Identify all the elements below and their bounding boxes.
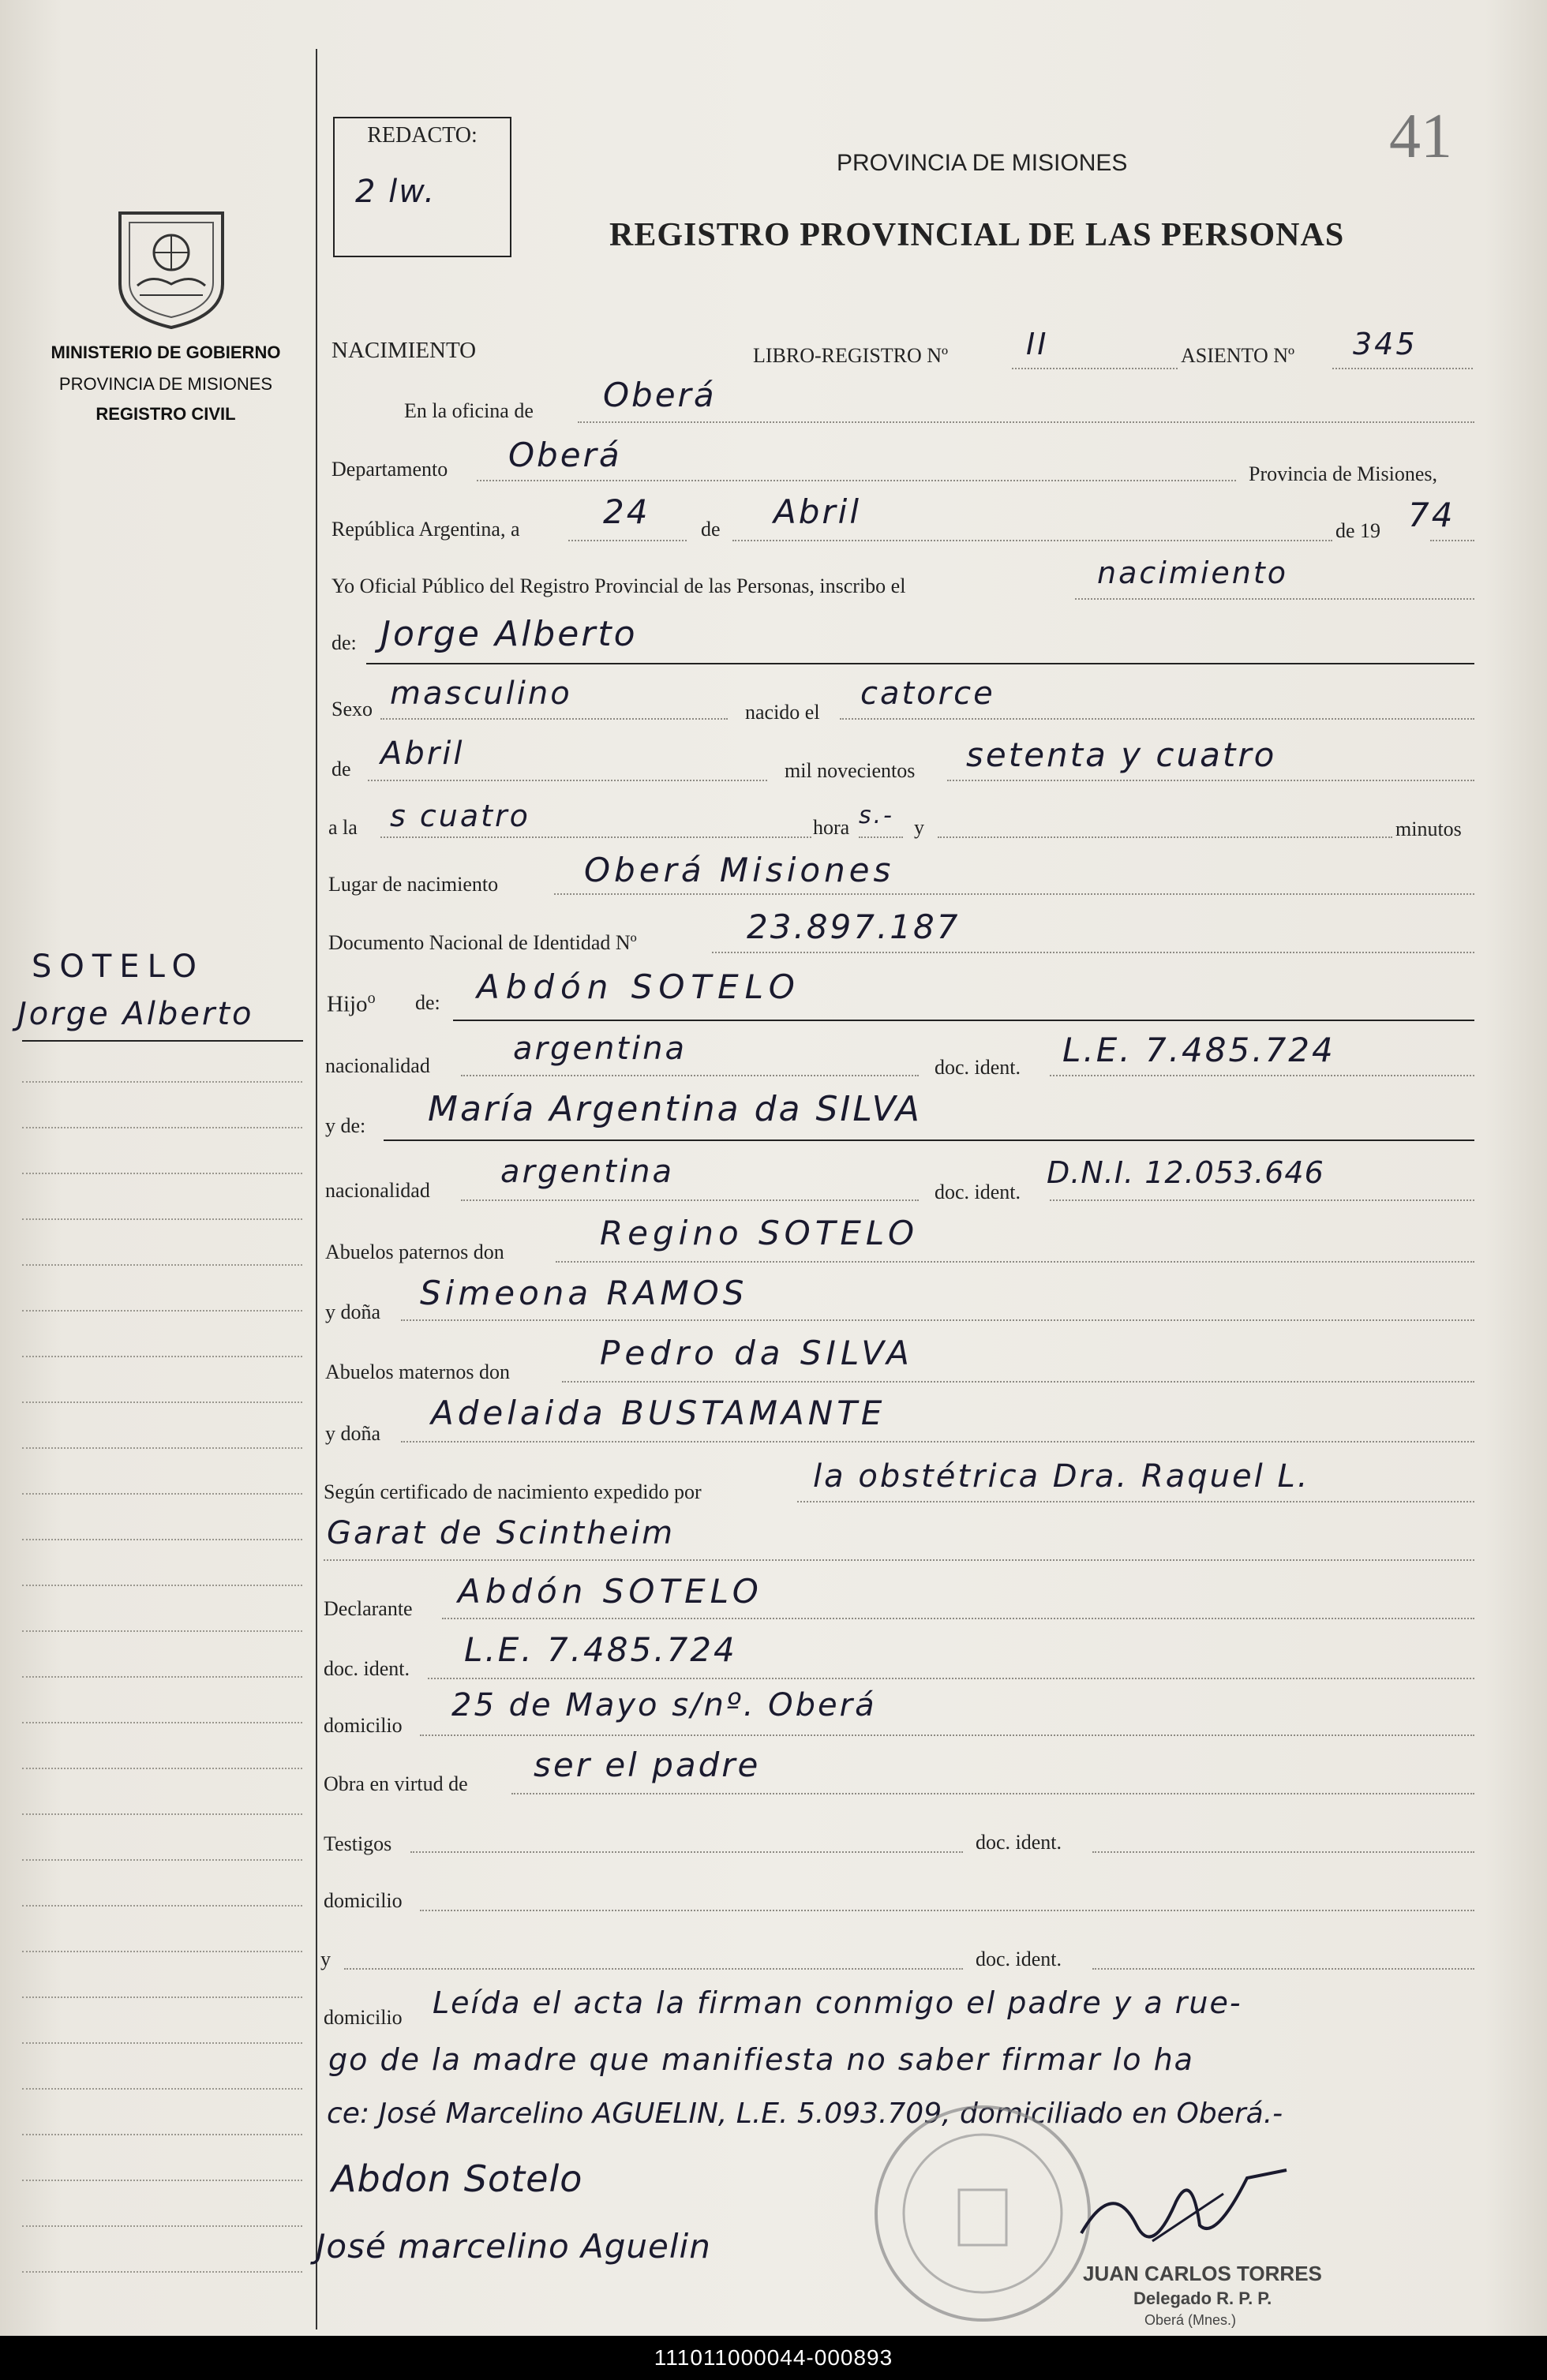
province-seal-icon	[104, 197, 238, 331]
margin-rule	[22, 1996, 302, 1998]
departamento-label: Departamento	[332, 458, 448, 481]
testigos-line	[410, 1851, 963, 1853]
ydona1-label: y doña	[325, 1300, 381, 1323]
libro-line	[1012, 368, 1178, 369]
ydona2-value: Adelaida BUSTAMANTE	[431, 1394, 886, 1432]
margin-rule	[22, 1264, 302, 1266]
signature-witness: José marcelino Aguelin	[316, 2227, 711, 2266]
margin-rule	[22, 1493, 302, 1495]
margin-rule	[22, 1676, 302, 1678]
margin-rule	[22, 2180, 302, 2181]
abm-label: Abuelos maternos don	[325, 1360, 510, 1383]
delegate-name: JUAN CARLOS TORRES	[1083, 2262, 1322, 2285]
de2-label: de	[332, 758, 351, 780]
asiento-label: ASIENTO Nº	[1181, 344, 1295, 367]
ydona1-line	[401, 1319, 1474, 1321]
ministry-title: MINISTERIO DE GOBIERNO	[51, 342, 281, 362]
redacto-value: 2 lw.	[355, 174, 436, 210]
abp-label: Abuelos paternos don	[325, 1241, 504, 1263]
minutos-label: minutos	[1395, 818, 1462, 840]
official-stamp-icon	[868, 2099, 1097, 2328]
sexo-line	[380, 718, 728, 720]
departamento-line	[477, 480, 1236, 481]
declarante-label: Declarante	[324, 1597, 413, 1620]
nac2-line	[461, 1199, 919, 1201]
testigos-label: Testigos	[324, 1832, 392, 1855]
domicilio-line	[420, 1734, 1474, 1736]
oficina-value: Oberá	[603, 376, 717, 414]
cert-label: Según certificado de nacimiento expedido por	[324, 1480, 702, 1503]
minutos-line	[938, 836, 1392, 838]
nacimiento-label: NACIMIENTO	[332, 338, 477, 363]
yde-label: y de:	[325, 1114, 366, 1137]
nac2-value: argentina	[500, 1154, 674, 1190]
header-registry-title: REGISTRO PROVINCIAL DE LAS PERSONAS	[609, 217, 1345, 253]
registry-subtitle: REGISTRO CIVIL	[96, 404, 236, 424]
margin-rule	[22, 1951, 302, 1952]
lugar-value: Oberá Misiones	[584, 851, 895, 889]
inscribo-label: Yo Oficial Público del Registro Provincial de las Personas, inscribo el	[332, 574, 906, 597]
hora-value: s.-	[859, 802, 894, 829]
margin-rule	[22, 1539, 302, 1540]
delegate-signature-icon	[1066, 2146, 1302, 2265]
margin-rule	[22, 1173, 302, 1174]
dni-label: Documento Nacional de Identidad Nº	[328, 931, 637, 954]
de19-label: de 19	[1335, 519, 1381, 542]
abm-value: Pedro da SILVA	[600, 1334, 914, 1372]
redacto-box	[333, 117, 511, 257]
docid-line	[428, 1678, 1474, 1679]
margin-rule	[22, 2088, 302, 2090]
yt-label: y	[320, 1948, 331, 1970]
doct2-label: doc. ident.	[976, 1948, 1062, 1970]
obra-label: Obra en virtud de	[324, 1772, 468, 1795]
docid-value: L.E. 7.485.724	[464, 1630, 737, 1669]
margin-rule	[22, 1310, 302, 1312]
margin-rule	[22, 1127, 302, 1128]
delegate-place: Oberá (Mnes.)	[1144, 2312, 1237, 2328]
signature-father: Abdon Sotelo	[332, 2157, 583, 2200]
de-label: de	[701, 518, 721, 541]
nac1-line	[461, 1075, 919, 1076]
y-label: y	[914, 816, 924, 839]
margin-rule	[22, 1813, 302, 1815]
asiento-line	[1332, 368, 1473, 369]
departamento-value: Oberá	[508, 436, 622, 474]
archive-code: 111011000044-000893	[0, 2336, 1547, 2380]
inscribo-line	[1075, 598, 1474, 600]
mother-line	[384, 1139, 1474, 1141]
margin-underline	[22, 1040, 303, 1042]
margin-rule	[22, 1859, 302, 1861]
margin-rule	[22, 1585, 302, 1586]
month2-value: Abril	[380, 735, 465, 772]
doct1-label: doc. ident.	[976, 1831, 1062, 1854]
nacido-value: catorce	[860, 675, 995, 712]
cert-line-2	[324, 1559, 1474, 1561]
libro-value: II	[1026, 327, 1049, 361]
month-value: Abril	[774, 492, 861, 531]
dni-line	[712, 952, 1474, 953]
margin-rule	[22, 1401, 302, 1403]
inscribo-value: nacimiento	[1097, 556, 1289, 590]
nac1-value: argentina	[513, 1031, 687, 1067]
abp-line	[556, 1261, 1474, 1263]
margin-rule	[22, 2271, 302, 2273]
domicilio-label: domicilio	[324, 1714, 403, 1737]
libro-label: LIBRO-REGISTRO Nº	[753, 344, 949, 367]
month-line	[732, 540, 1332, 541]
margin-rule	[22, 1447, 302, 1449]
cert-value-2: Garat de Scintheim	[327, 1515, 676, 1551]
obra-line	[511, 1793, 1474, 1794]
lugar-label: Lugar de nacimiento	[328, 873, 499, 896]
nacido-label: nacido el	[745, 701, 820, 724]
domicilio-value: 25 de Mayo s/nº. Oberá	[451, 1687, 877, 1723]
hijo-de-label: de:	[415, 991, 440, 1014]
name-de-label: de:	[332, 631, 357, 654]
domt1-line	[420, 1910, 1474, 1911]
father-line	[453, 1020, 1474, 1021]
yt-line	[344, 1968, 963, 1970]
column-divider	[316, 49, 317, 2329]
doc2-label: doc. ident.	[935, 1181, 1021, 1203]
hora-label: hora	[813, 816, 850, 839]
sexo-label: Sexo	[332, 698, 373, 720]
asiento-value: 345	[1353, 327, 1418, 361]
day-value: 24	[603, 492, 650, 531]
ala-label: a la	[328, 816, 358, 839]
mil-value: setenta y cuatro	[966, 735, 1277, 774]
page-number: 41	[1389, 102, 1452, 171]
nac2-label: nacionalidad	[325, 1179, 430, 1202]
margin-given-names: Jorge Alberto	[17, 996, 254, 1032]
ydona2-label: y doña	[325, 1422, 381, 1445]
doc1-line	[1050, 1075, 1474, 1076]
name-line	[366, 663, 1474, 664]
redacto-label: REDACTO:	[367, 123, 478, 148]
cert-value: la obstétrica Dra. Raquel L.	[813, 1458, 1310, 1495]
abm-line	[562, 1381, 1474, 1383]
domt2-label: domicilio	[324, 2006, 403, 2029]
margin-rule	[22, 1722, 302, 1723]
doc1-value: L.E. 7.485.724	[1062, 1031, 1335, 1069]
doc2-value: D.N.I. 12.053.646	[1047, 1155, 1324, 1190]
obra-value: ser el padre	[534, 1746, 761, 1784]
note-line-3: ce: José Marcelino AGUELIN, L.E. 5.093.709, domiciliado en Oberá.-	[327, 2097, 1283, 2130]
nacido-line	[840, 718, 1474, 720]
mother-name-value: María Argentina da SILVA	[428, 1089, 922, 1129]
month2-line	[368, 780, 767, 781]
declarante-value: Abdón SOTELO	[458, 1572, 763, 1611]
lugar-line	[554, 893, 1474, 895]
sexo-value: masculino	[390, 675, 572, 712]
margin-surname: SOTELO	[32, 949, 204, 985]
margin-rule	[22, 2225, 302, 2227]
provincia-label: Provincia de Misiones,	[1249, 462, 1438, 485]
doc1-label: doc. ident.	[935, 1056, 1021, 1079]
delegate-title: Delegado R. P. P.	[1133, 2288, 1272, 2308]
dni-value: 23.897.187	[747, 907, 961, 946]
margin-rule	[22, 1905, 302, 1907]
doct2-line	[1092, 1968, 1474, 1970]
margin-rule	[22, 1218, 302, 1220]
mil-line	[947, 780, 1474, 781]
hijo-label: Hijo$^o$	[327, 990, 376, 1017]
note-line-2: go de la madre que manifiesta no saber firmar lo ha	[328, 2042, 1194, 2077]
year-line	[1430, 540, 1474, 541]
declarante-line	[442, 1618, 1474, 1619]
doc2-line	[1050, 1199, 1474, 1201]
cert-line	[797, 1501, 1474, 1502]
oficina-line	[578, 421, 1474, 423]
ala-line	[380, 836, 811, 838]
ydona2-line	[401, 1441, 1474, 1443]
doct1-line	[1092, 1851, 1474, 1853]
nac1-label: nacionalidad	[325, 1054, 430, 1077]
docid-label: doc. ident.	[324, 1657, 410, 1680]
margin-rule	[22, 1768, 302, 1769]
republica-label: República Argentina, a	[332, 518, 520, 541]
domt1-label: domicilio	[324, 1889, 403, 1912]
ydona1-value: Simeona RAMOS	[420, 1274, 748, 1312]
margin-rule	[22, 1081, 302, 1083]
year-value: 74	[1408, 496, 1455, 534]
mil-label: mil novecientos	[785, 759, 916, 782]
day-line	[568, 540, 687, 541]
note-line-1: Leída el acta la firman conmigo el padre y a rue-	[433, 1985, 1242, 2020]
margin-rule	[22, 2134, 302, 2135]
province-subtitle: PROVINCIA DE MISIONES	[58, 374, 273, 394]
oficina-label: En la oficina de	[404, 399, 534, 422]
margin-rule	[22, 2042, 302, 2044]
margin-rule	[22, 1356, 302, 1357]
child-name-value: Jorge Alberto	[380, 614, 638, 654]
margin-rule	[22, 1630, 302, 1632]
abp-value: Regino SOTELO	[600, 1214, 920, 1252]
hora-line	[859, 836, 903, 838]
father-name-value: Abdón SOTELO	[477, 967, 801, 1006]
header-province: PROVINCIA DE MISIONES	[837, 150, 1128, 176]
ala-value: s cuatro	[390, 799, 530, 833]
